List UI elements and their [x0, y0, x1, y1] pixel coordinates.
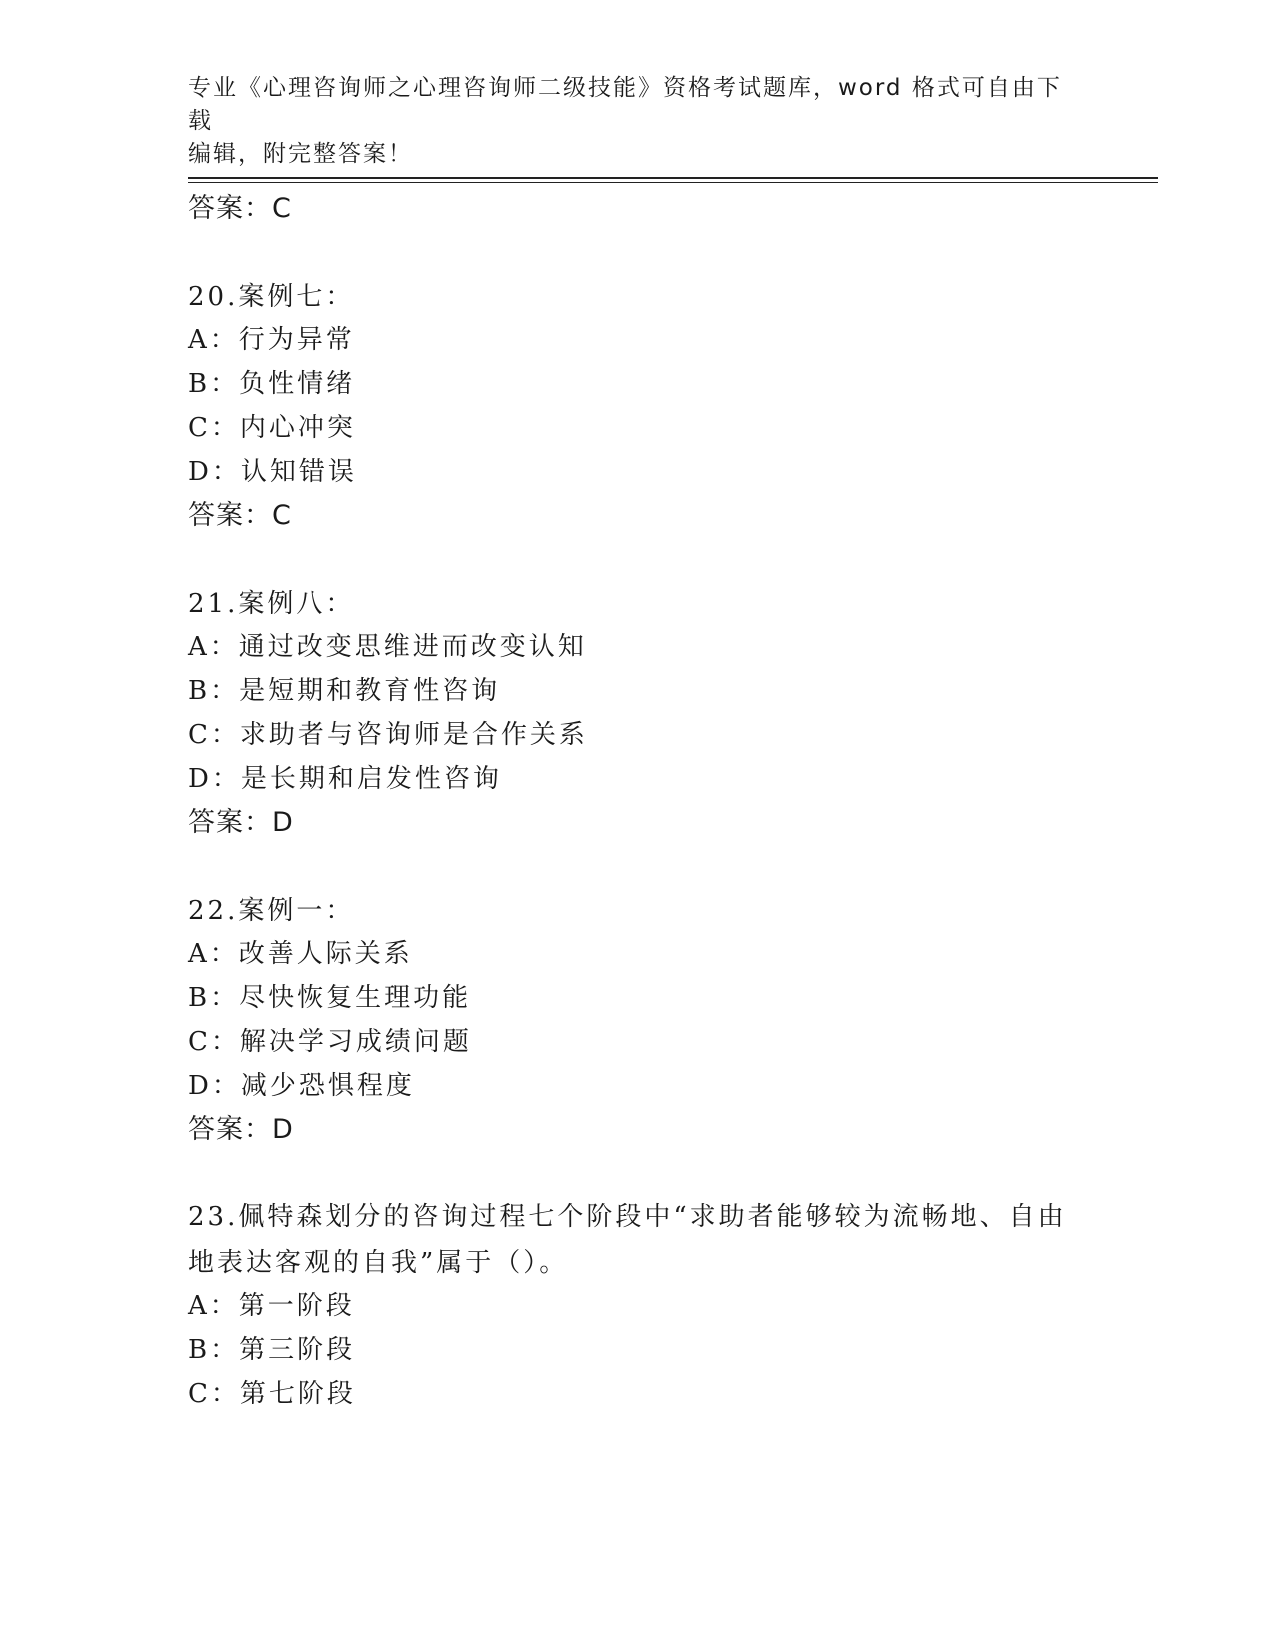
header-divider: [188, 177, 1158, 179]
header-line-1: 专业《心理咨询师之心理咨询师二级技能》资格考试题库，word 格式可自由下载: [188, 75, 1062, 134]
question-22-option-c: C：解决学习成绩问题: [188, 1027, 472, 1057]
question-22-option-b: B：尽快恢复生理功能: [188, 983, 472, 1013]
question-23-stem: 23.佩特森划分的咨询过程七个阶段中“求助者能够较为流畅地、自由地表达客观的自我”属于（）。: [188, 1202, 1067, 1278]
question-23-option-c: C：第七阶段: [188, 1379, 356, 1409]
question-22-stem: 22.案例一：: [188, 896, 355, 926]
answer-top: 答案：C: [188, 193, 292, 224]
question-20-option-b: B：负性情绪: [188, 369, 356, 399]
document-header: [188, 72, 1068, 171]
question-22-answer: 答案：D: [188, 1114, 294, 1145]
question-23-option-a: A：第一阶段: [188, 1291, 355, 1321]
question-20-option-d: D：认知错误: [188, 457, 357, 487]
question-20-answer: 答案：C: [188, 500, 292, 531]
question-22-option-d: D：减少恐惧程度: [188, 1071, 415, 1101]
question-22-option-a: A：改善人际关系: [188, 939, 413, 969]
question-20-stem: 20.案例七：: [188, 282, 355, 312]
question-20-option-a: A：行为异常: [188, 325, 355, 355]
question-21-option-d: D：是长期和启发性咨询: [188, 764, 502, 794]
header-line-2: 编辑，附完整答案！: [188, 141, 413, 167]
question-23-option-b: B：第三阶段: [188, 1335, 356, 1365]
question-20-option-c: C：内心冲突: [188, 413, 356, 443]
question-21-answer: 答案：D: [188, 807, 294, 838]
question-21-option-a: A：通过改变思维进而改变认知: [188, 632, 587, 662]
question-21-option-b: B：是短期和教育性咨询: [188, 676, 501, 706]
question-21-option-c: C：求助者与咨询师是合作关系: [188, 720, 588, 750]
header-divider-thin: [188, 182, 1158, 183]
question-21-stem: 21.案例八：: [188, 589, 355, 619]
